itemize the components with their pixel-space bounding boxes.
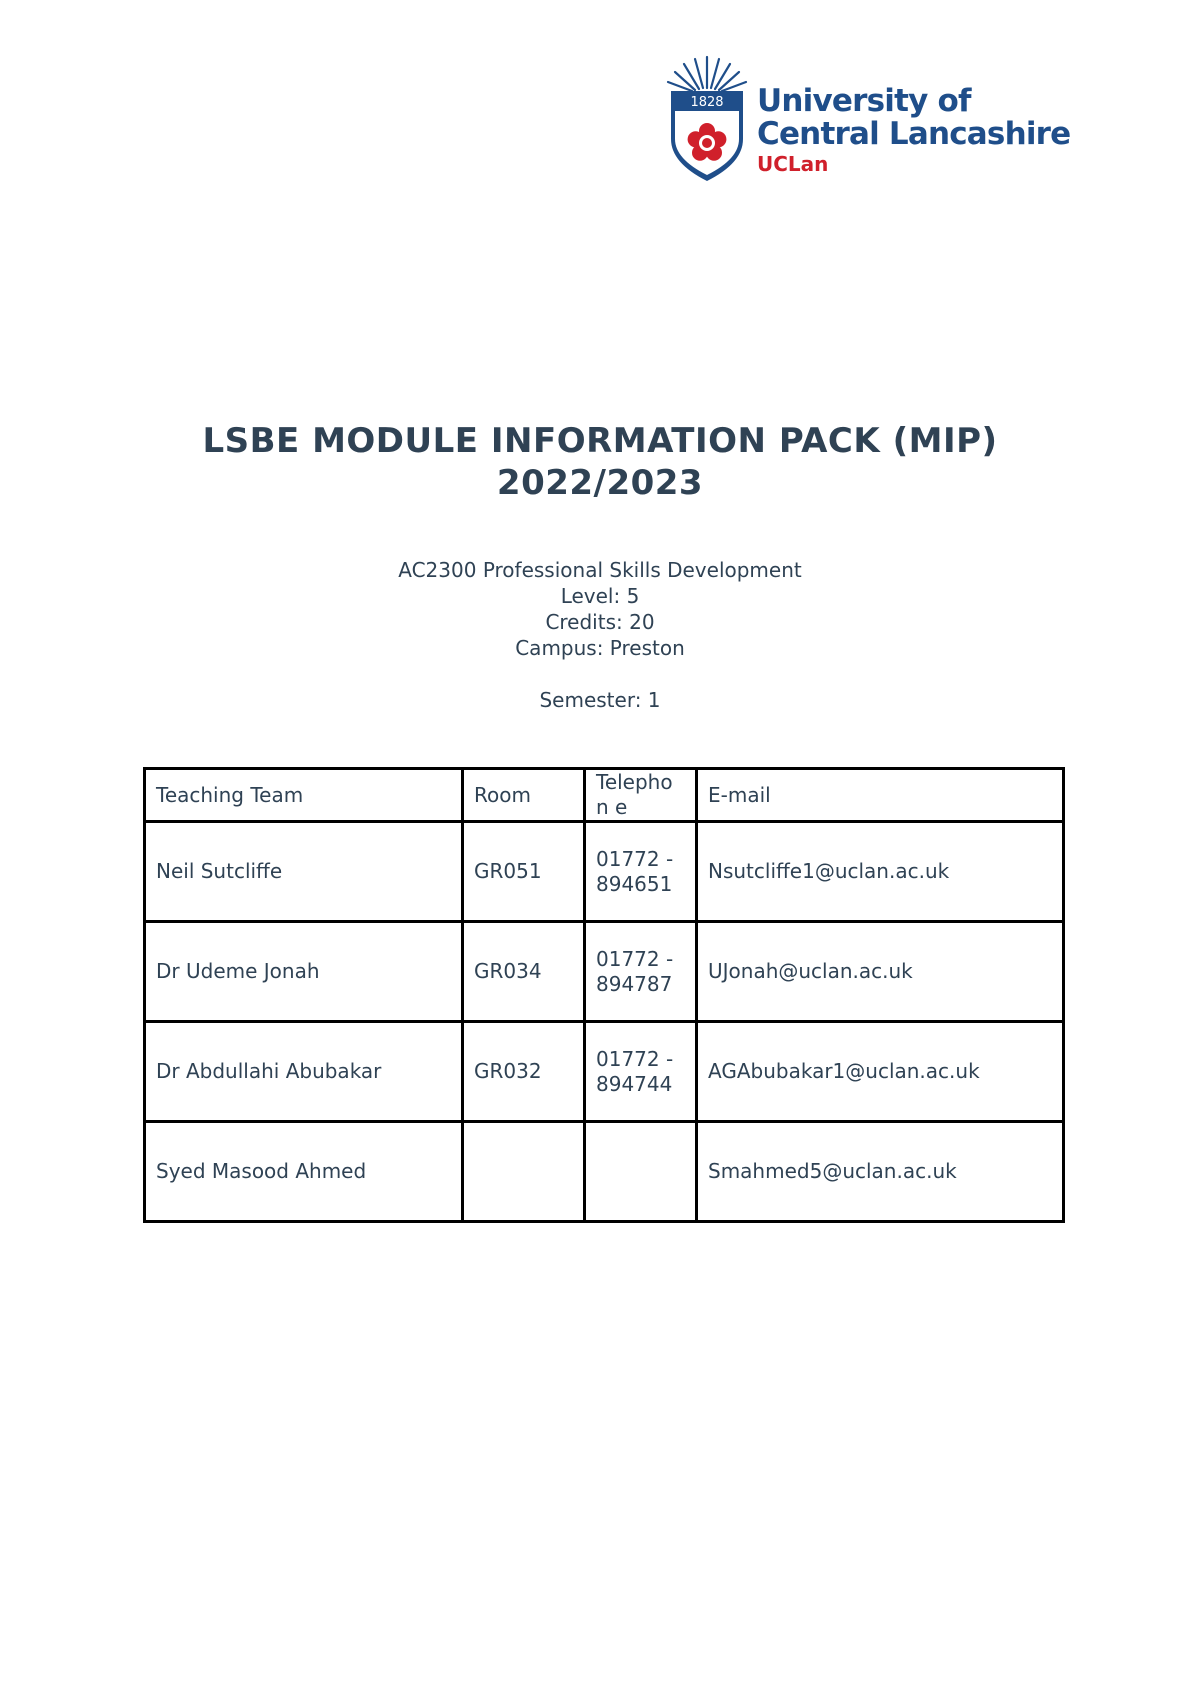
staff-name: Dr Abdullahi Abubakar xyxy=(145,1022,463,1122)
crest-year: 1828 xyxy=(690,95,724,110)
title-line-2: 2022/2023 xyxy=(496,463,704,503)
staff-telephone: 01772 - 894651 xyxy=(585,822,697,922)
teaching-team-table xyxy=(143,767,1065,1223)
staff-email[interactable]: Nsutcliffe1@uclan.ac.uk xyxy=(697,822,1064,922)
staff-name: Dr Udeme Jonah xyxy=(145,922,463,1022)
staff-email[interactable]: Smahmed5@uclan.ac.uk xyxy=(697,1122,1064,1222)
module-info xyxy=(0,557,1200,713)
header-telephone: Telephon e xyxy=(585,769,697,822)
header-teaching-team: Teaching Team xyxy=(145,769,463,822)
logo-central-lancashire: Central Lancashire xyxy=(757,116,1071,152)
table-row xyxy=(145,922,1064,1022)
module-campus: Campus: Preston xyxy=(515,636,685,660)
staff-email[interactable]: UJonah@uclan.ac.uk xyxy=(697,922,1064,1022)
staff-email[interactable]: AGAbubakar1@uclan.ac.uk xyxy=(697,1022,1064,1122)
table-row xyxy=(145,1022,1064,1122)
table-row xyxy=(145,1122,1064,1222)
staff-telephone: 01772 - 894744 xyxy=(585,1022,697,1122)
header-email: E-mail xyxy=(697,769,1064,822)
staff-room: GR034 xyxy=(463,922,585,1022)
table-header-row xyxy=(145,769,1064,822)
module-name: AC2300 Professional Skills Development xyxy=(398,558,802,582)
staff-name: Syed Masood Ahmed xyxy=(145,1122,463,1222)
module-level: Level: 5 xyxy=(560,584,640,608)
logo-uclan: UCLan xyxy=(757,152,829,176)
module-semester: Semester: 1 xyxy=(539,688,661,712)
logo-university-of: University of xyxy=(757,83,971,119)
staff-name: Neil Sutcliffe xyxy=(145,822,463,922)
header-room: Room xyxy=(463,769,585,822)
title-line-1: LSBE MODULE INFORMATION PACK (MIP) xyxy=(202,421,998,461)
staff-room xyxy=(463,1122,585,1222)
staff-room: GR051 xyxy=(463,822,585,922)
staff-telephone xyxy=(585,1122,697,1222)
table-row xyxy=(145,822,1064,922)
module-credits: Credits: 20 xyxy=(545,610,655,634)
staff-room: GR032 xyxy=(463,1022,585,1122)
crest-icon xyxy=(665,55,755,185)
university-logo xyxy=(665,55,1085,190)
document-title xyxy=(0,420,1200,504)
staff-telephone: 01772 - 894787 xyxy=(585,922,697,1022)
